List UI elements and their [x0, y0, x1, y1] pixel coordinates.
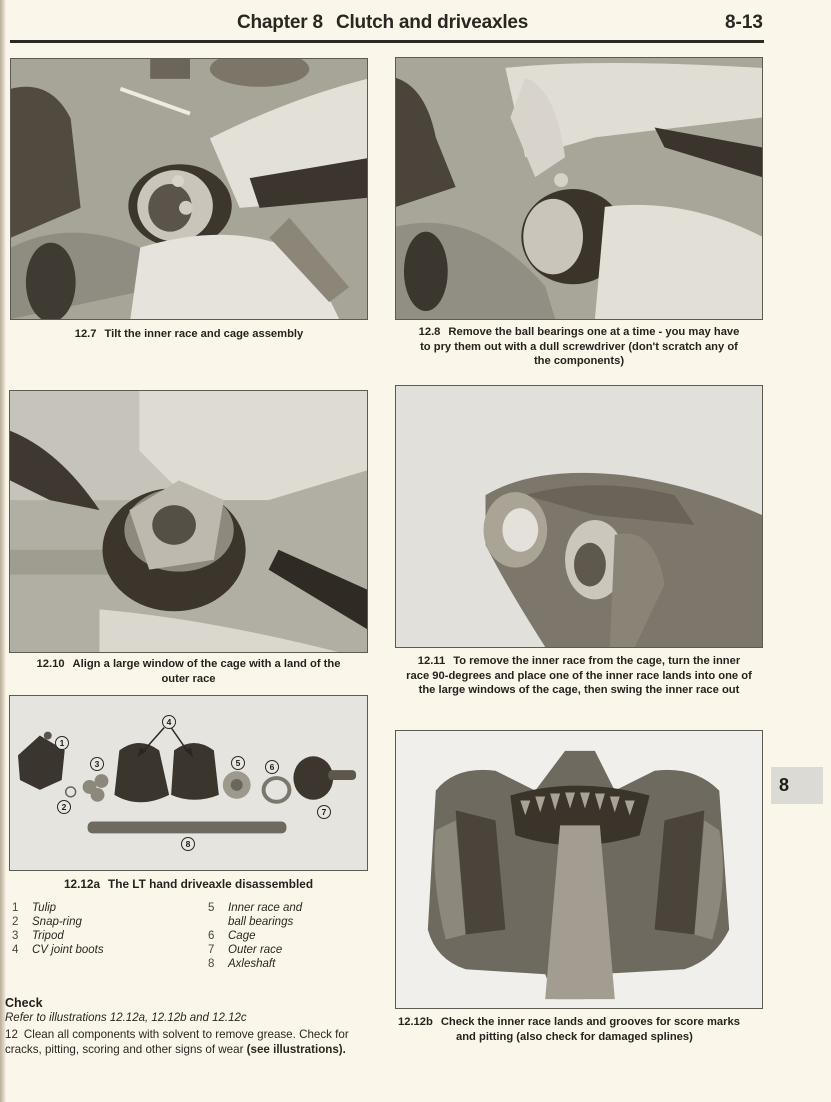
- photo-12-12b: [395, 730, 763, 1009]
- see-illustrations-ref: (see illustrations).: [246, 1043, 346, 1056]
- legend-item: 3 Tripod: [12, 930, 64, 942]
- caption-12-12a: 12.12a The LT hand driveaxle disassembled: [63, 877, 314, 891]
- callout-3: 3: [90, 757, 104, 771]
- page-number: 8-13: [724, 12, 763, 33]
- callout-6: 6: [265, 760, 279, 774]
- illustration-reference: Refer to illustrations 12.12a, 12.12b and 12.12c: [5, 1012, 247, 1024]
- legend-item: ball bearings: [228, 916, 294, 928]
- legend-item: 1 Tulip: [12, 902, 57, 914]
- chapter-number: Chapter 8: [237, 12, 323, 33]
- paragraph-12: 12 Clean all components with solvent to remove grease. Check for cracks, pitting, scoring and other signs of wear (see illustrations).: [5, 1028, 349, 1056]
- callout-7: 7: [317, 805, 331, 819]
- scan-edge-shadow: [0, 0, 6, 1102]
- caption-12-12b: 12.12b Check the inner race lands and grooves for score marks and pitting (also check for damaged splines): [398, 1016, 740, 1043]
- callout-8: 8: [181, 837, 195, 851]
- photo-12-10: [9, 390, 368, 653]
- header-rule: [10, 40, 764, 43]
- callout-4: 4: [162, 715, 176, 729]
- callout-5: 5: [231, 756, 245, 770]
- legend-item: 8 Axleshaft: [208, 958, 276, 970]
- chapter-title: [237, 12, 528, 34]
- callout-1: 1: [55, 736, 69, 750]
- caption-12-11: 12.11 To remove the inner race from the cage, turn the inner race 90-degrees and place one of the inner race lands into one of the large windows of the cage, then swing the inner race out: [406, 655, 752, 696]
- legend-item: 5 Inner race and: [208, 902, 303, 914]
- caption-12-7: 12.7 Tilt the inner race and cage assembly: [74, 328, 304, 340]
- diagram-12-12a: [9, 695, 368, 871]
- legend-item: 6 Cage: [208, 930, 256, 942]
- legend-item: 7 Outer race: [208, 944, 283, 956]
- chapter-name: Clutch and driveaxles: [335, 12, 529, 33]
- section-heading-check: Check: [5, 996, 43, 1010]
- chapter-side-tab: 8: [771, 767, 823, 804]
- callout-2: 2: [57, 800, 71, 814]
- caption-12-8: 12.8 Remove the ball bearings one at a time - you may have to pry them out with a dull screwdriver (don't scratch any of the components): [418, 326, 740, 367]
- photo-12-8: [395, 57, 763, 320]
- caption-12-10: 12.10 Align a large window of the cage with a land of the outer race: [36, 658, 341, 685]
- photo-12-7: [10, 58, 368, 320]
- legend-right: [208, 901, 302, 971]
- legend-left: [12, 901, 104, 957]
- photo-12-11: [395, 385, 763, 648]
- legend-item: 4 CV joint boots: [12, 944, 104, 956]
- legend-item: 2 Snap-ring: [12, 916, 82, 928]
